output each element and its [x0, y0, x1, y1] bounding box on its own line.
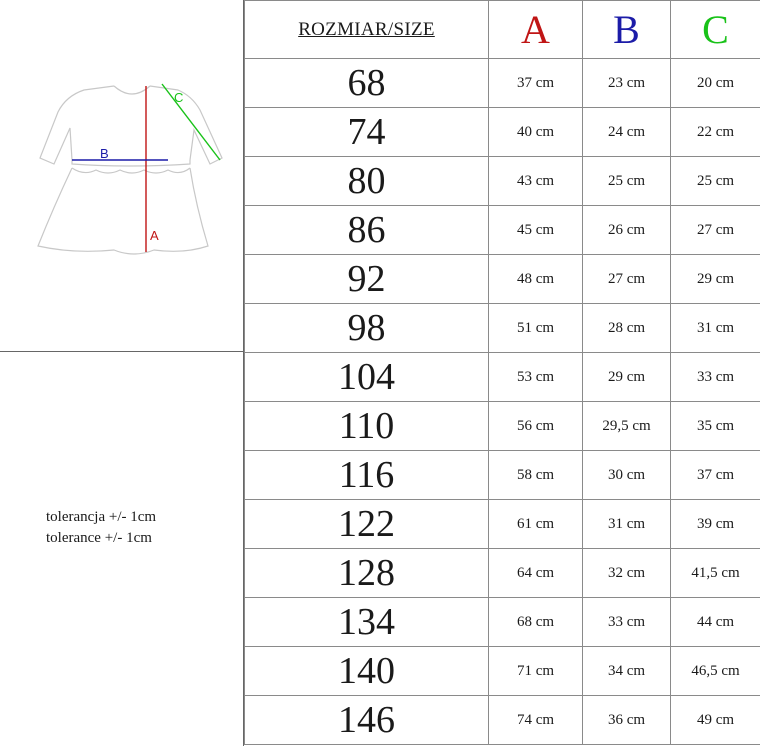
- dress-skirt: [38, 168, 208, 254]
- tolerance-pl: tolerancja +/- 1cm: [46, 509, 157, 525]
- measure-b-value: 27 cm: [583, 255, 671, 304]
- size-value: 122: [245, 500, 489, 549]
- measure-a-value: 68 cm: [489, 598, 583, 647]
- size-value: 86: [245, 206, 489, 255]
- header-col-a-label: A: [521, 6, 550, 52]
- measure-c-value: 49 cm: [671, 696, 760, 745]
- measure-a-value: 37 cm: [489, 59, 583, 108]
- measure-a-value: 61 cm: [489, 500, 583, 549]
- measure-b-value: 36 cm: [583, 696, 671, 745]
- size-value: 128: [245, 549, 489, 598]
- dress-diagram: [14, 76, 234, 258]
- table-row: [245, 500, 760, 549]
- dress-waist-ruffle: [72, 168, 190, 173]
- measure-a-value: 43 cm: [489, 157, 583, 206]
- measure-b-value: 34 cm: [583, 647, 671, 696]
- size-value: 140: [245, 647, 489, 696]
- measure-c-value: 35 cm: [671, 402, 760, 451]
- measure-a-value: 58 cm: [489, 451, 583, 500]
- table-row: [245, 157, 760, 206]
- garment-diagram-panel: [0, 0, 243, 352]
- table-row: [245, 206, 760, 255]
- tolerance-en: tolerance +/- 1cm: [46, 530, 152, 546]
- measure-c-value: 22 cm: [671, 108, 760, 157]
- dress-neckline: [114, 86, 150, 94]
- header-col-c: [671, 1, 760, 59]
- size-value: 74: [245, 108, 489, 157]
- table-row: [245, 647, 760, 696]
- measure-c-value: 25 cm: [671, 157, 760, 206]
- measure-b-value: 26 cm: [583, 206, 671, 255]
- size-value: 68: [245, 59, 489, 108]
- measure-c-value: 37 cm: [671, 451, 760, 500]
- measure-c-value: 44 cm: [671, 598, 760, 647]
- measure-b-value: 23 cm: [583, 59, 671, 108]
- measure-c-value: 41,5 cm: [671, 549, 760, 598]
- measure-b-value: 31 cm: [583, 500, 671, 549]
- table-row: [245, 598, 760, 647]
- size-value: 104: [245, 353, 489, 402]
- measure-b-value: 30 cm: [583, 451, 671, 500]
- table-row: [245, 59, 760, 108]
- table-row: [245, 451, 760, 500]
- dress-right-sleeve: [150, 86, 222, 164]
- size-value: 98: [245, 304, 489, 353]
- measure-c-value: 33 cm: [671, 353, 760, 402]
- measure-a-value: 48 cm: [489, 255, 583, 304]
- measure-b-value: 25 cm: [583, 157, 671, 206]
- table-row: [245, 353, 760, 402]
- measure-label-b: B: [100, 146, 109, 161]
- measure-a-value: 40 cm: [489, 108, 583, 157]
- measure-a-value: 53 cm: [489, 353, 583, 402]
- measure-c-value: 20 cm: [671, 59, 760, 108]
- measure-b-value: 24 cm: [583, 108, 671, 157]
- size-value: 92: [245, 255, 489, 304]
- header-col-b-label: B: [613, 6, 640, 52]
- size-value: 80: [245, 157, 489, 206]
- measure-c-value: 29 cm: [671, 255, 760, 304]
- size-value: 110: [245, 402, 489, 451]
- measure-a-value: 56 cm: [489, 402, 583, 451]
- header-size-label: ROZMIAR/SIZE: [298, 18, 435, 40]
- measure-a-value: 71 cm: [489, 647, 583, 696]
- table-row: [245, 402, 760, 451]
- size-value: 146: [245, 696, 489, 745]
- measure-c-value: 39 cm: [671, 500, 760, 549]
- measure-a-value: 74 cm: [489, 696, 583, 745]
- dress-bodice: [72, 160, 190, 166]
- measure-a-value: 64 cm: [489, 549, 583, 598]
- measure-c-value: 27 cm: [671, 206, 760, 255]
- table-row: [245, 696, 760, 745]
- measure-a-value: 51 cm: [489, 304, 583, 353]
- tolerance-note: [46, 507, 156, 549]
- table-row: [245, 108, 760, 157]
- measure-b-value: 29 cm: [583, 353, 671, 402]
- measure-b-value: 29,5 cm: [583, 402, 671, 451]
- header-row: [245, 1, 760, 59]
- table-row: [245, 255, 760, 304]
- header-col-c-label: C: [702, 6, 729, 52]
- measure-b-value: 32 cm: [583, 549, 671, 598]
- measure-b-value: 28 cm: [583, 304, 671, 353]
- measure-label-a: A: [150, 228, 159, 243]
- size-table: [244, 0, 760, 745]
- header-col-b: [583, 1, 671, 59]
- size-value: 134: [245, 598, 489, 647]
- header-size-cell: [245, 1, 489, 59]
- left-panel: [0, 0, 244, 746]
- measure-c-value: 46,5 cm: [671, 647, 760, 696]
- tolerance-panel: [0, 352, 243, 746]
- header-col-a: [489, 1, 583, 59]
- measure-a-value: 45 cm: [489, 206, 583, 255]
- measure-c-value: 31 cm: [671, 304, 760, 353]
- measure-label-c: C: [174, 90, 184, 105]
- size-value: 116: [245, 451, 489, 500]
- table-row: [245, 549, 760, 598]
- table-row: [245, 304, 760, 353]
- measure-b-value: 33 cm: [583, 598, 671, 647]
